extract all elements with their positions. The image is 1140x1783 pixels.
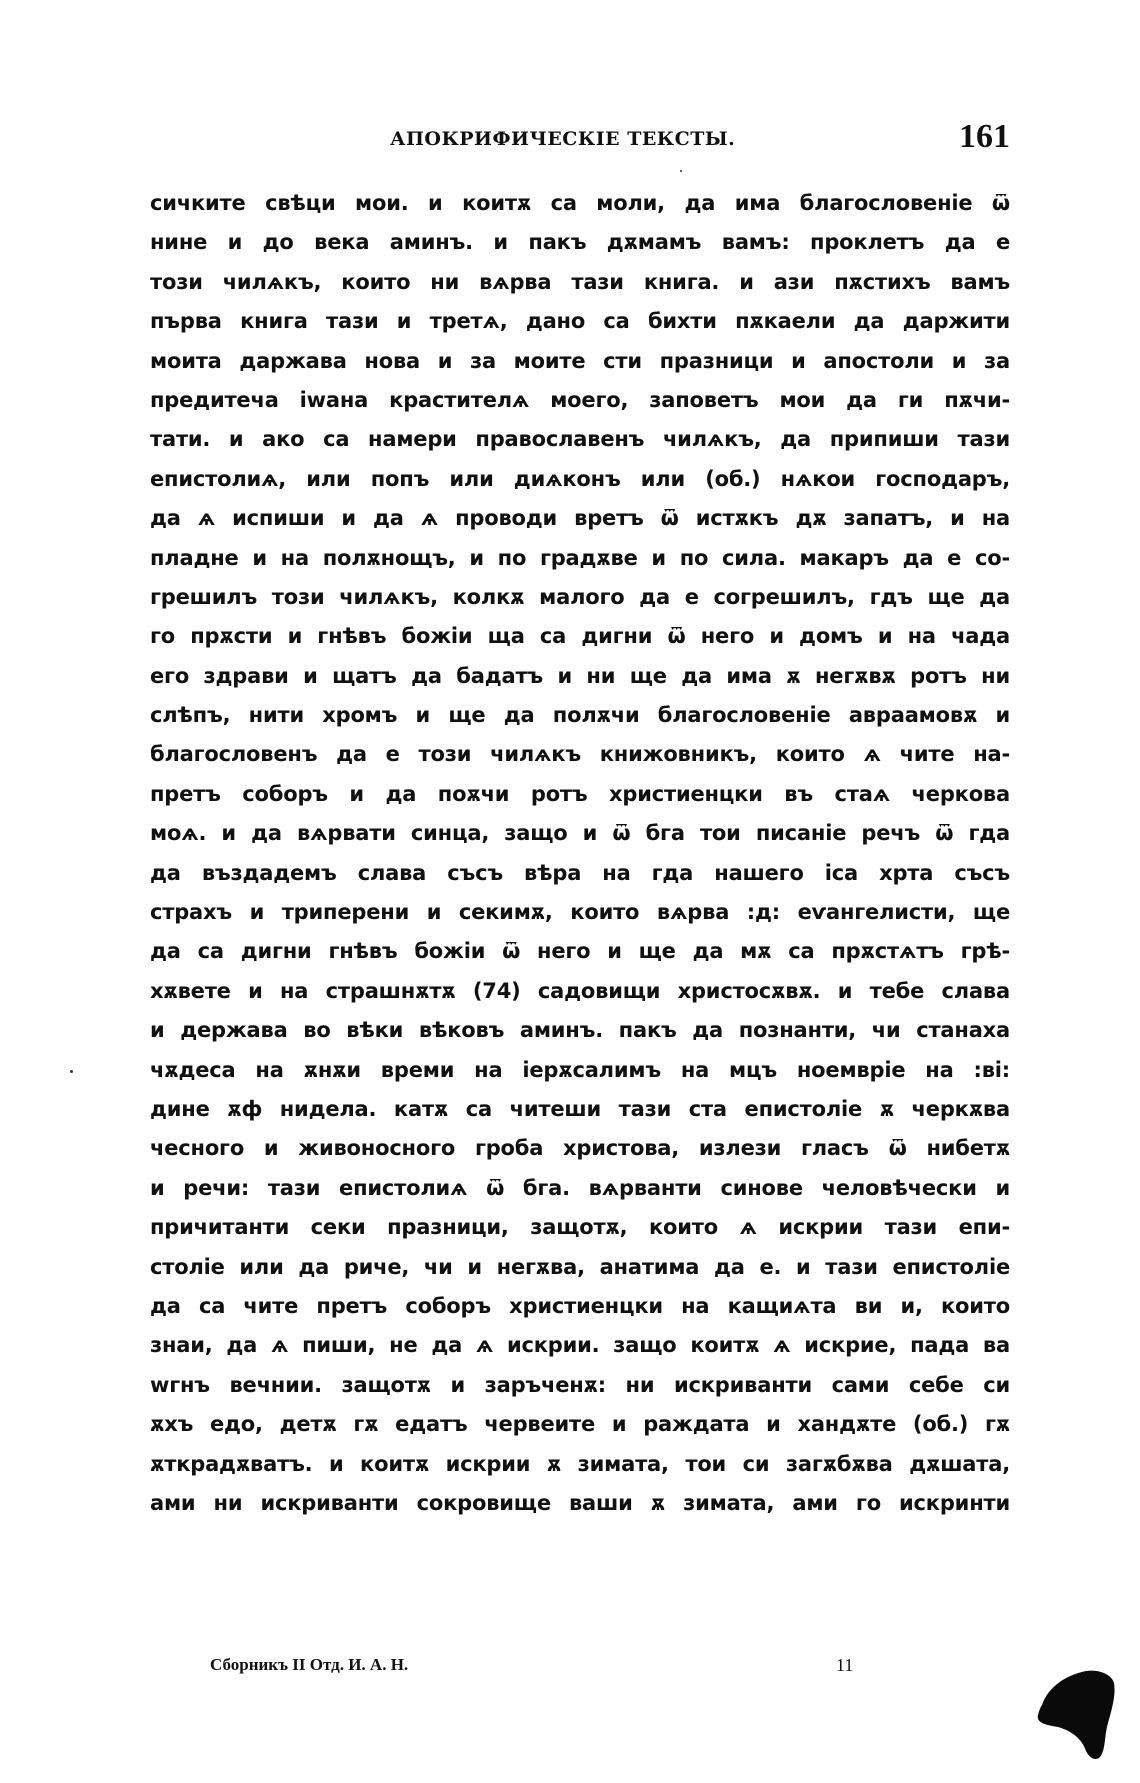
text-line: моѧ. и да вѧрвати синца, защо и ѿ бга тои писаніе речъ ѿ гда bbox=[150, 821, 1010, 846]
text-line: и речи: тази епистолиѧ ѿ бга. вѧрванти синове человѣчески и bbox=[150, 1175, 1010, 1200]
text-line: знаи, да ѧ пиши, не да ѧ искрии. защо коитѫ ѧ искрие, пада ва bbox=[150, 1333, 1010, 1358]
text-line: дине ѫф нидела. катѫ са читеши тази ста епистоліе ѫ черкѫва bbox=[150, 1096, 1010, 1121]
text-line: сичките свѣци мои. и коитѫ са моли, да има благословеніе ѿ bbox=[150, 191, 1010, 215]
page-footer bbox=[150, 1655, 1010, 1685]
text-line: чесного и живоносного гроба христова, излези гласъ ѿ нибетѫ bbox=[150, 1136, 1010, 1161]
running-title: АПОКРИФИЧЕСКІЕ ТЕКСТЫ. bbox=[390, 128, 736, 150]
sheet-number: 11 bbox=[836, 1655, 854, 1675]
text-block bbox=[150, 184, 1010, 1523]
text-line: wгнъ вечнии. защотѫ и заръченѫ: ни искриванти сами себе си bbox=[150, 1372, 1010, 1397]
text-line: грешилъ този чилѧкъ, колкѫ малого да е согрешилъ, гдъ ще да bbox=[150, 584, 1010, 609]
text-line: ѫхъ едо, детѫ гѫ едатъ червеите и раждата и хандѫте (об.) гѫ bbox=[150, 1412, 1010, 1437]
print-speck bbox=[70, 1070, 73, 1073]
text-line: хѫвете и на страшнѫтѫ (74) садовищи христосѫвѫ. и тебе слава bbox=[150, 978, 1010, 1003]
running-head bbox=[150, 118, 1010, 158]
text-line: ами ни искриванти сокровище ваши ѫ зимата, ами го искринти bbox=[150, 1490, 1010, 1515]
text-line: предитеча іwана крастителѧ моего, заповетъ мои да ги пѫчи- bbox=[150, 387, 1010, 412]
text-line: да въздадемъ слава съсъ вѣра на гда нашего іса хрта съсъ bbox=[150, 860, 1010, 885]
text-line: его здрави и щатъ да бадатъ и ни ще да има ѫ негѫвѫ ротъ ни bbox=[150, 663, 1010, 688]
text-line: слѣпъ, нити хромъ и ще да полѫчи благословеніе авраамовѫ и bbox=[150, 703, 1010, 728]
text-line: нине и до века аминъ. и пакъ дѫмамъ вамъ: проклетъ да е bbox=[150, 230, 1010, 255]
text-line: да ѧ испиши и да ѧ проводи вретъ ѿ истѫкъ дѫ зaпатъ, и на bbox=[150, 506, 1010, 531]
page-number: 161 bbox=[959, 118, 1010, 155]
text-line: пладне и на полѫнощъ, и по градѫве и по сила. макаръ да е со- bbox=[150, 545, 1010, 570]
print-speck bbox=[680, 170, 682, 172]
text-line: благословенъ да е този чилѧкъ книжовникъ, които ѧ чите на- bbox=[150, 742, 1010, 767]
text-line: първа книга тази и третѧ, дано са бихти пѫкаели да дaржити bbox=[150, 309, 1010, 334]
text-line: да са чите претъ соборъ христиенцки на кащиѧта ви и, които bbox=[150, 1293, 1010, 1318]
text-line: го прѫсти и гнѣвъ божіи ща са дигни ѿ него и домъ и на чада bbox=[150, 624, 1010, 649]
text-line: причитанти секи празници, защотѫ, които ѧ искрии тази епи- bbox=[150, 1215, 1010, 1240]
text-line: тати. и ако са намери православенъ чилѧкъ, да припиши тази bbox=[150, 427, 1010, 452]
text-line: чѫдеса на ѫнѫи времи на іерѫсалимъ на мцъ ноемвріе на :ві: bbox=[150, 1057, 1010, 1082]
text-line: този чилѧкъ, които ни вѧрва тази книга. и ази пѫстихъ вамъ bbox=[150, 269, 1010, 294]
text-line: страхъ и триперени и секимѫ, които вѧрва :д: еѵангелисти, ще bbox=[150, 900, 1010, 925]
text-line: моита дaржава нова и за моите сти празници и апостоли и за bbox=[150, 348, 1010, 373]
signature-mark: Сборникъ II Отд. И. А. Н. bbox=[210, 1655, 409, 1674]
text-line: и держава во вѣки вѣковъ аминъ. пакъ да познанти, чи станаха bbox=[150, 1018, 1010, 1043]
text-line: да са дигни гнѣвъ божіи ѿ него и ще да мѫ са прѫстѧтъ грѣ- bbox=[150, 939, 1010, 964]
text-line: ѫткрадѫватъ. и коитѫ искрии ѫ зимата, тои си загѫбѫва дѫшата, bbox=[150, 1451, 1010, 1476]
text-line: століе или да ричe, чи и негѫва, анатима да е. и тази епистоліе bbox=[150, 1254, 1010, 1279]
text-line: претъ соборъ и да поѫчи ротъ христиенцки въ стаѧ черкова bbox=[150, 781, 1010, 806]
ink-blot bbox=[1034, 1665, 1116, 1761]
text-line: епистолиѧ, или попъ или диѧконъ или (об.) нѧкои господаръ, bbox=[150, 466, 1010, 491]
